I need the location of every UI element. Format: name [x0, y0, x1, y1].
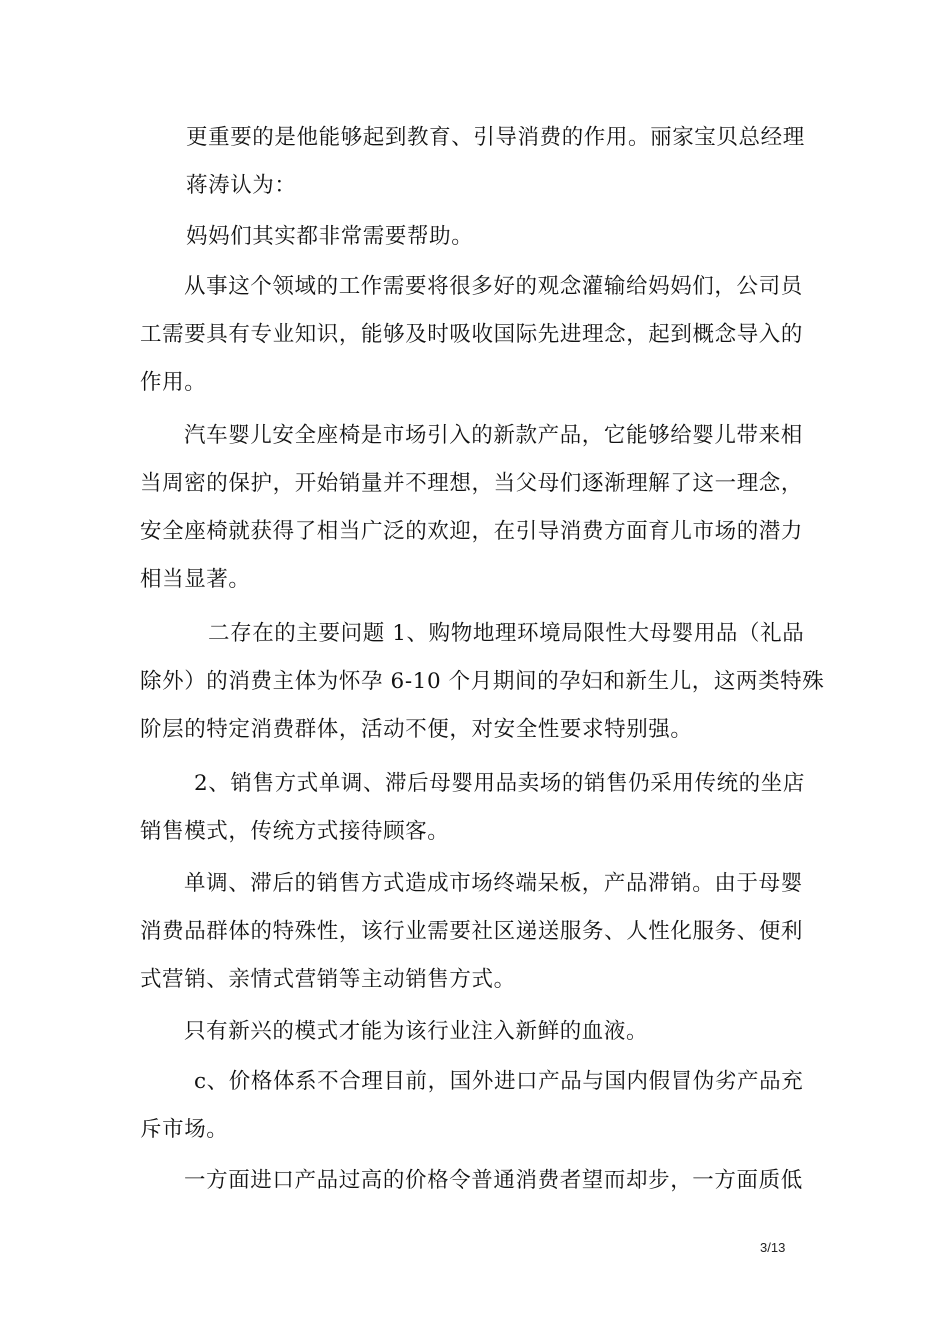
- text-line: 阶层的特定消费群体，活动不便，对安全性要求特别强。: [140, 717, 693, 742]
- page-number: 3/13: [760, 1240, 786, 1255]
- text-line: 2、销售方式单调、滞后母婴用品卖场的销售仍采用传统的坐店: [194, 771, 805, 796]
- paragraph-6: [140, 760, 830, 856]
- text-line: 除外）的消费主体为怀孕 6-10 个月期间的孕妇和新生儿，这两类特殊: [140, 669, 825, 694]
- text-line: 安全座椅就获得了相当广泛的欢迎，在引导消费方面育儿市场的潜力: [140, 519, 804, 544]
- paragraph-7: [140, 860, 830, 1004]
- paragraph-1: [140, 114, 830, 210]
- text-line: 一方面进口产品过高的价格令普通消费者望而却步，一方面质低: [184, 1168, 803, 1193]
- text-line: 工需要具有专业知识，能够及时吸收国际先进理念，起到概念导入的: [140, 322, 804, 347]
- text-line: 当周密的保护，开始销量并不理想，当父母们逐渐理解了这一理念，: [140, 471, 804, 496]
- text-line: 式营销、亲情式营销等主动销售方式。: [140, 967, 516, 992]
- paragraph-5: [140, 610, 830, 754]
- text-line: 销售模式，传统方式接待顾客。: [140, 819, 450, 844]
- text-line: 妈妈们其实都非常需要帮助。: [186, 224, 474, 249]
- paragraph-4: [140, 412, 830, 604]
- text-line: 作用。: [140, 370, 207, 395]
- text-line: 从事这个领域的工作需要将很多好的观念灌输给妈妈们，公司员: [184, 274, 803, 299]
- text-line: 单调、滞后的销售方式造成市场终端呆板，产品滞销。由于母婴: [184, 871, 803, 896]
- text-line: 斥市场。: [140, 1117, 229, 1142]
- paragraph-9: [140, 1058, 830, 1154]
- text-line: 蒋涛认为：: [186, 173, 297, 198]
- text-line: 只有新兴的模式才能为该行业注入新鲜的血液。: [184, 1019, 649, 1044]
- paragraph-2: [140, 213, 830, 261]
- text-line: 更重要的是他能够起到教育、引导消费的作用。丽家宝贝总经理: [186, 125, 805, 150]
- text-line: c、价格体系不合理目前，国外进口产品与国内假冒伪劣产品充: [194, 1069, 804, 1094]
- text-line: 消费品群体的特殊性，该行业需要社区递送服务、人性化服务、便利: [140, 919, 804, 944]
- text-line: 二存在的主要问题 1、购物地理环境局限性大母婴用品（礼品: [208, 621, 805, 646]
- text-line: 汽车婴儿安全座椅是市场引入的新款产品，它能够给婴儿带来相: [184, 423, 803, 448]
- paragraph-8: [140, 1008, 830, 1056]
- paragraph-10: [140, 1157, 830, 1205]
- paragraph-3: [140, 263, 830, 407]
- text-line: 相当显著。: [140, 567, 251, 592]
